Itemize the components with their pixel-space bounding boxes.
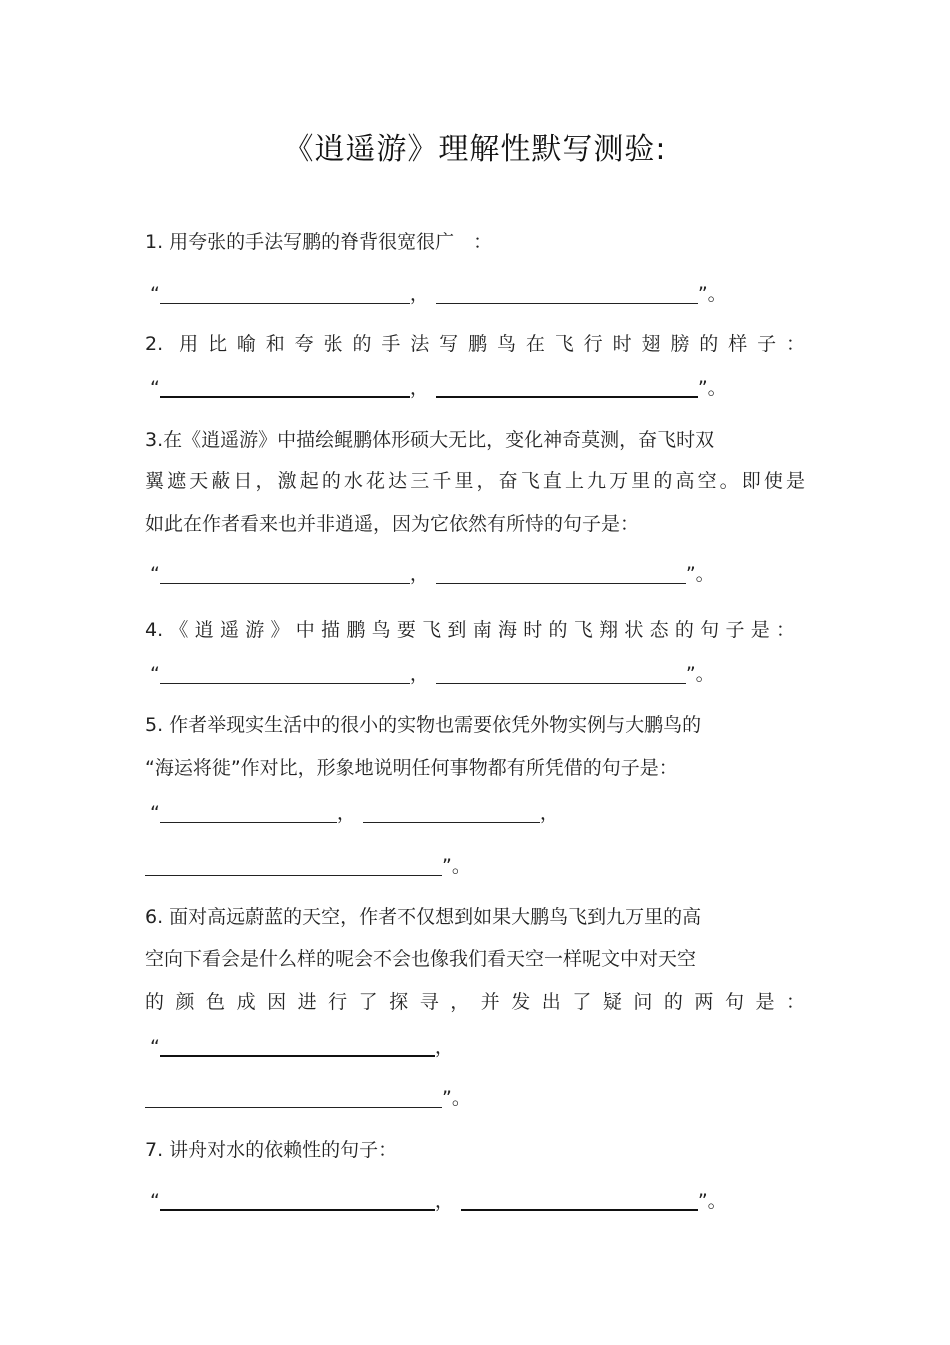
close-quote: ”。 — [685, 563, 715, 585]
answer-row-5a — [150, 800, 559, 826]
answer-row-6a — [150, 1034, 454, 1060]
open-quote: “ — [150, 563, 160, 585]
question-5-line-2: “海运将徙”作对比，形象地说明任何事物都有所凭借的句子是： — [145, 757, 678, 779]
comma: ， — [409, 283, 429, 305]
comma: ， — [409, 377, 429, 399]
answer-blank-6b[interactable] — [145, 1089, 442, 1108]
answer-row-4 — [150, 661, 715, 687]
close-quote: ”。 — [697, 377, 727, 399]
comma: ， — [539, 802, 559, 824]
answer-row-5b — [145, 853, 471, 879]
open-quote: “ — [150, 802, 160, 824]
answer-row-3 — [150, 561, 715, 587]
close-quote: ”。 — [685, 663, 715, 685]
comma: ， — [409, 663, 429, 685]
answer-blank-5a[interactable] — [160, 804, 337, 823]
question-6-line-3: 的颜色成因进行了探寻，并发出了疑问的两句是： — [145, 991, 805, 1013]
answer-blank-5c[interactable] — [145, 857, 442, 876]
close-quote: ”。 — [442, 1087, 471, 1109]
answer-blank-3b[interactable] — [436, 565, 686, 584]
open-quote: “ — [150, 663, 160, 685]
answer-blank-2b[interactable] — [436, 378, 698, 398]
answer-blank-7b[interactable] — [461, 1191, 698, 1211]
question-6-line-1: 6. 面对高远蔚蓝的天空，作者不仅想到如果大鹏鸟飞到九万里的高 — [145, 906, 702, 928]
question-3-line-1: 3.在《逍遥游》中描绘鲲鹏体形硕大无比，变化神奇莫测，奋飞时双 — [145, 429, 715, 451]
question-7: 7. 讲舟对水的依赖性的句子： — [145, 1139, 398, 1161]
page-title: 《逍遥游》理解性默写测验: — [283, 132, 667, 167]
answer-blank-2a[interactable] — [160, 378, 410, 398]
open-quote: “ — [150, 377, 160, 399]
answer-row-7 — [150, 1188, 727, 1214]
question-1: 1. 用夸张的手法写鹏的脊背很宽很广 ： — [145, 231, 493, 253]
question-6-line-2: 空向下看会是什么样的呢会不会也像我们看天空一样呢文中对天空 — [145, 948, 697, 970]
answer-blank-4b[interactable] — [436, 665, 686, 684]
answer-row-6b — [145, 1085, 471, 1111]
open-quote: “ — [150, 1190, 160, 1212]
comma: ， — [434, 1190, 454, 1212]
answer-row-1 — [150, 281, 727, 307]
question-3-line-3: 如此在作者看来也并非逍遥，因为它依然有所恃的句子是： — [145, 513, 640, 535]
answer-blank-1a[interactable] — [160, 285, 410, 304]
comma: ， — [434, 1036, 454, 1058]
open-quote: “ — [150, 1036, 160, 1058]
open-quote: “ — [150, 283, 160, 305]
close-quote: ”。 — [697, 1190, 727, 1212]
comma: ， — [409, 563, 429, 585]
close-quote: ”。 — [697, 283, 727, 305]
close-quote: ”。 — [442, 855, 471, 877]
answer-blank-1b[interactable] — [436, 285, 698, 304]
answer-row-2 — [150, 375, 727, 401]
comma: ， — [336, 802, 356, 824]
answer-blank-4a[interactable] — [160, 665, 410, 684]
question-5-line-1: 5. 作者举现实生活中的很小的实物也需要依凭外物实例与大鹏鸟的 — [145, 714, 702, 736]
answer-blank-5b[interactable] — [363, 804, 540, 823]
answer-blank-6a[interactable] — [160, 1037, 435, 1057]
question-2: 2. 用比喻和夸张的手法写鹏鸟在飞行时翅膀的样子： — [145, 333, 805, 355]
answer-blank-7a[interactable] — [160, 1191, 435, 1211]
question-3-line-2: 翼遮天蔽日，激起的水花达三千里，奋飞直上九万里的高空。即使是 — [145, 470, 805, 492]
question-4: 4.《逍遥游》中描鹏鸟要飞到南海时的飞翔状态的句子是： — [145, 619, 795, 641]
answer-blank-3a[interactable] — [160, 565, 410, 584]
